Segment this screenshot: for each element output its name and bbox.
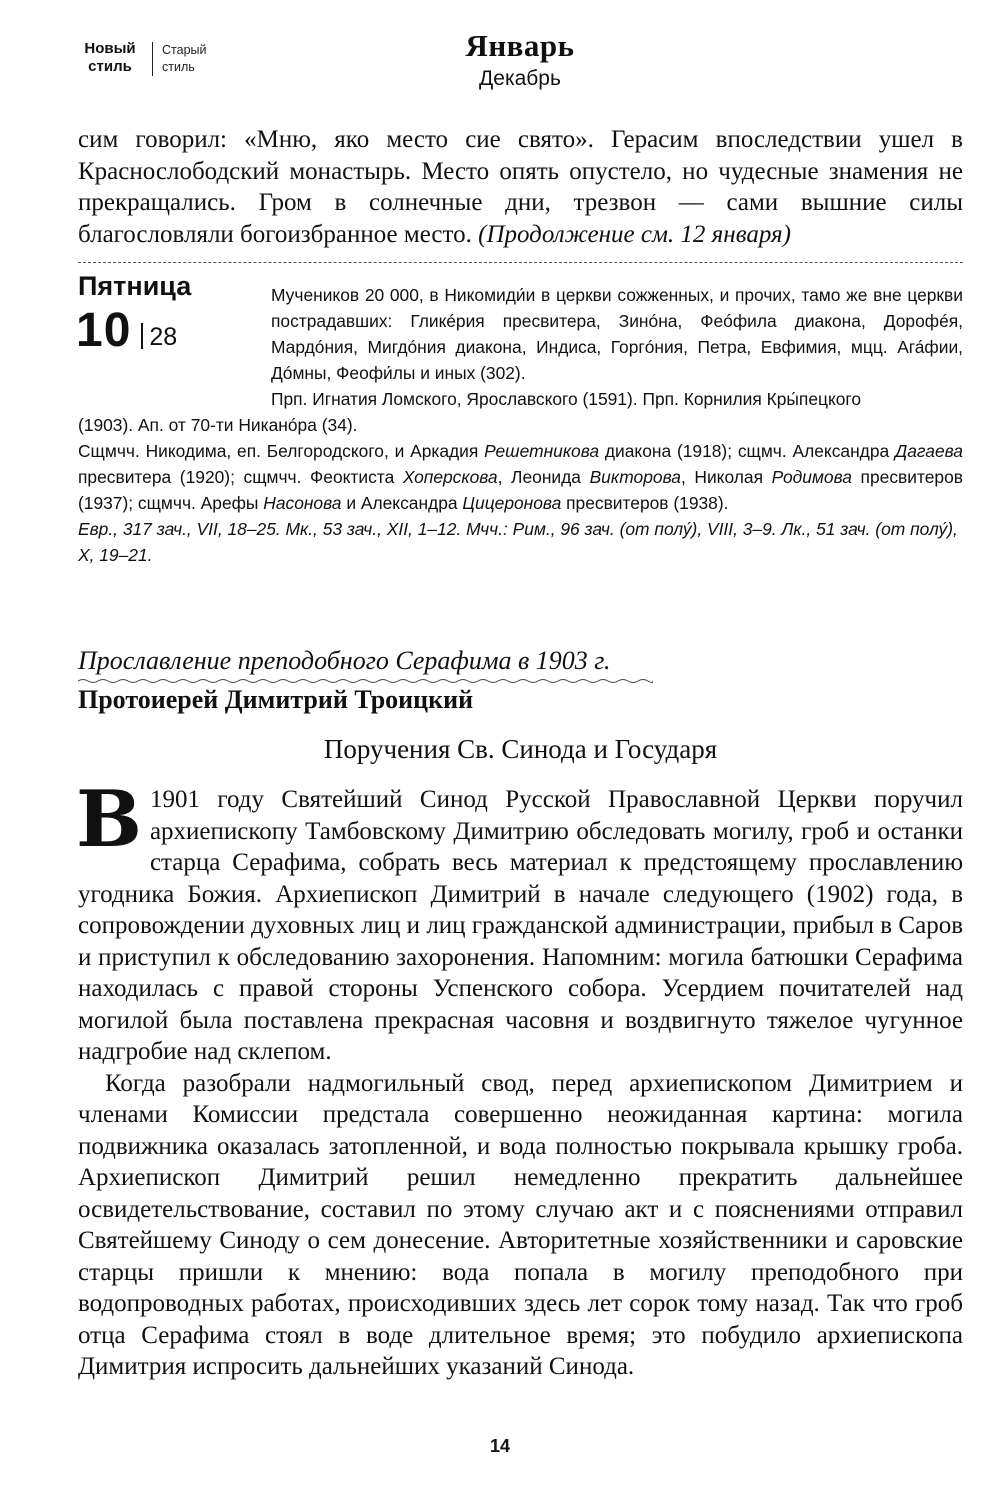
commemorations-rest (78, 412, 963, 568)
surname: Дагаева (894, 441, 963, 461)
venerables-commemoration-a: Прп. Игнатия Ломского, Ярославского (1591). Прп. Корнилия Кры́пецкого (271, 389, 862, 409)
surname: Решетникова (484, 441, 600, 461)
style-legend (78, 40, 214, 76)
venerables-commemoration-b: (1903). Ап. от 70-ти Никанóра (34). (78, 415, 358, 435)
new-martyrs-text: пресвитера (1920); сщмчч. Феоктиста (78, 467, 403, 487)
new-martyrs-text: и Александра (341, 493, 463, 513)
new-martyrs-text: , Леонида (497, 467, 590, 487)
new-martyrs-commemoration (78, 438, 963, 516)
date-new-style: 10 (76, 304, 132, 357)
month-new-style: Январь (465, 28, 575, 63)
scripture-readings: Евр., 317 зач., VII, 18–25. Мк., 53 зач., XII, 1–12. Мчч.: Рим., 96 зач. (от полу́), VIII, 3–9. Лк., 51 зач. (от полу́), X, 19–21. (78, 519, 958, 565)
continuation-reference: (Продолжение см. 12 января) (478, 220, 791, 248)
surname: Викторова (589, 467, 681, 487)
date-separator (141, 323, 143, 349)
new-style-label: Новый стиль (84, 40, 136, 75)
martyrs-commemoration: Мучеников 20 000, в Никомиди́и в церкви сожженных, и прочих, тамо же вне церкви пострадавших: Гликéрия пресвитера, Зинóна, Феóфила диакона, Дорофéя, Мардóния, Мигдóния диакона, Индиса, Горгóния, Петра, Евфимия, мцц. Ага́фии, Дóмны, Феофи́лы и иных (302). (271, 285, 963, 383)
new-martyrs-text: Сщмчч. Никодима, еп. Белгородского, и Аркадия (78, 441, 485, 461)
old-style-label: Старый стиль (152, 42, 214, 76)
date-old-style: 28 (149, 323, 178, 351)
month-header (330, 28, 710, 92)
surname: Хоперскова (402, 467, 498, 487)
day-date (76, 306, 177, 356)
surname: Цицеронова (462, 493, 562, 513)
continued-text-body: сим говорил: «Мню, яко место сие свято». Герасим впоследствии ушел в Краснослободский монастырь. Место опять опустело, но чудесные знамения не прекращались. Гром в солнечные дни, трезвон — сами вышние силы благословляли богоизбранное место. (78, 126, 963, 248)
commemorations-top (271, 282, 963, 412)
article-section-title: Поручения Св. Синода и Государя (323, 734, 718, 764)
new-martyrs-text: пресвитеров (1937); сщмчч. Арефы (78, 467, 963, 513)
section-divider (78, 262, 963, 263)
surname: Родимова (771, 467, 852, 487)
article-kicker: Прославление преподобного Серафима в 1903 г. (78, 646, 611, 675)
continued-text (78, 124, 963, 250)
drop-cap: В (76, 774, 142, 865)
article-body (76, 774, 963, 1383)
page-number: 14 (489, 1436, 511, 1456)
article-paragraph-1 (76, 774, 963, 1068)
month-old-style: Декабрь (479, 67, 561, 90)
weekday: Пятница (78, 271, 192, 301)
new-martyrs-text: , Николая (680, 467, 772, 487)
article-paragraph-2: Когда разобрали надмогильный свод, перед архиепископом Димитрием и членами Комиссии предстала совершенно неожиданная картина: могила подвижника оказалась затопленной, и вода полностью покрывала крышку гроба. Архиепископ Димитрий решил немедленно прекратить дальнейшее освидетельствование, составил по этому случаю акт и с пояснениями отправил Святейшему Синоду о сем донесение. Авторитетные хозяйственники и саровские старцы пришли к мнению: вода попала в могилу преподобного при водопроводных работах, происходивших здесь лет сорок тому назад. Так что гроб отца Серафима стоял в воде длительное время; это побудило архиепископа Димитрия испросить дальнейших указаний Синода. (78, 1069, 963, 1380)
article-paragraph-1-text: 1901 году Святейший Синод Русской Православной Церкви поручил архиепископу Тамбовскому Димитрию обследовать могилу, гроб и останки старца Серафима, собрать весь материал к предстоящему прославлению угодника Божия. Архиепископ Димитрий в начале следующего (1902) года, в сопровождении духовных лиц и лиц гражданской администрации, прибыл в Саров и приступил к обследованию захоронения. Напомним: могила батюшки Серафима находилась с правой стороны Успенского собора. Усердием почитателей над могилой была поставлена прекрасная часовня и воздвигнуто тяжелое чугунное надгробие над склепом. (78, 786, 963, 1065)
new-martyrs-text: пресвитеров (1938). (561, 493, 729, 513)
surname: Насонова (263, 493, 342, 513)
new-martyrs-text: диакона (1918); сщмч. Александра (599, 441, 895, 461)
article-author: Протоиерей Димитрий Троицкий (78, 685, 474, 714)
